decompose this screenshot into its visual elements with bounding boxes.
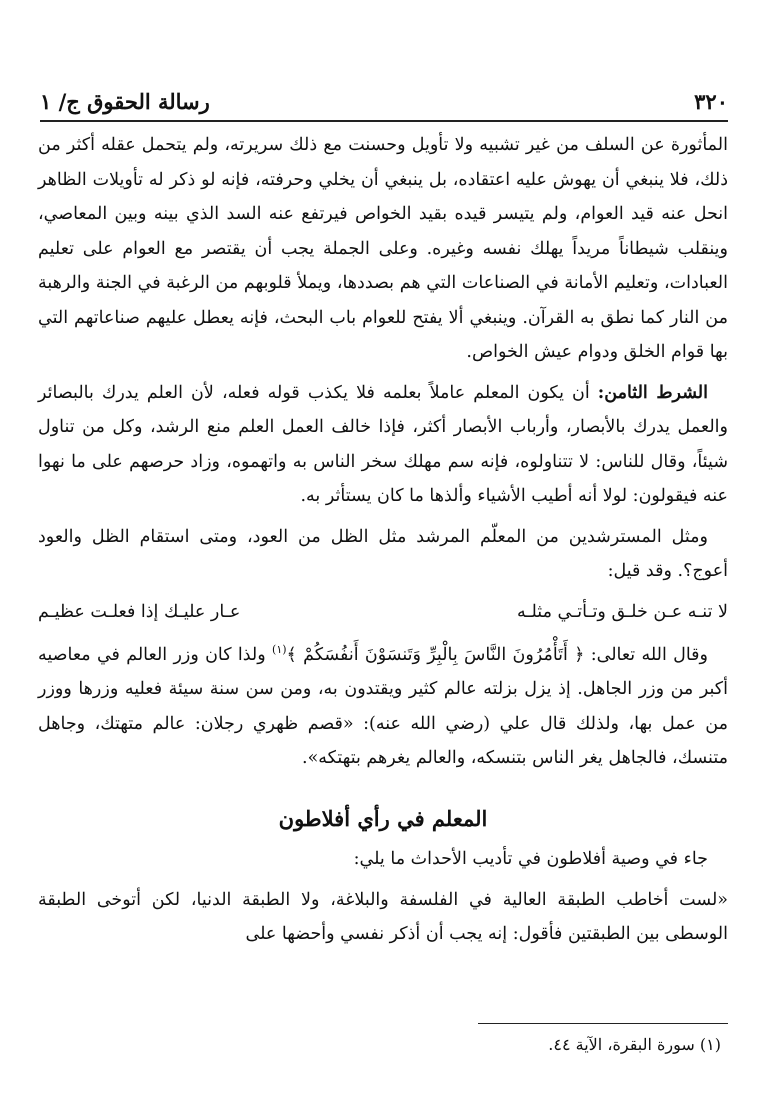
page-body bbox=[38, 128, 728, 958]
page-number: ٣٢٠ bbox=[694, 89, 728, 114]
condition-eight-text: أن يكون المعلم عاملاً بعلمه فلا يكذب قوله فعله، لأن العلم يدرك بالبصائر والعمل يدرك بالأبصار، وأرباب الأبصار أكثر، فإذا خالف العمل العلم منع الرشد، وكل من تناول شيئاً، وقال للناس: لا تتناولوه، فإنه سم مهلك سخر الناس به واتهموه، وزاد حرصهم على ما نهوا عنه فيقولون: لولا أنه أطيب الأشياء وألذها ما كان يستأثر به. bbox=[38, 382, 728, 506]
paragraph-6: «لست أخاطب الطبقة العالية في الفلسفة والبلاغة، ولا الطبقة الدنيا، لكن أتوخى الطبقة الوسطى بين الطبقتين فأقول: إنه يجب أن أذكر نفسي وأحضها على bbox=[38, 889, 728, 945]
paragraph-4-text: ولذا كان وزر العالم في معاصيه أكبر من وزر الجاهل. إذ يزل بزلته عالم كثير ويقتدون به، ومن سن سنة سيئة فعليه وزرها ووزر من عمل بها، ولذلك قال علي (رضي الله عنه): «قصم ظهري رجلان: عالم متهتك، وجاهل متنسك، فالجاهل يغر الناس بتنسكه، والعالم يغرهم بتهتكه». bbox=[38, 644, 728, 769]
footnote-divider bbox=[478, 1023, 728, 1024]
section-title: المعلم في رأي أفلاطون bbox=[278, 805, 488, 831]
paragraph-5: جاء في وصية أفلاطون في تأديب الأحداث ما يلي: bbox=[353, 849, 708, 870]
footnote-ref: (١) bbox=[272, 643, 287, 656]
paragraph-1: المأثورة عن السلف من غير تشبيه ولا تأويل وحسنت مع ذلك سريرته، ولم يتحمل عقله أكثر من ذلك، فلا ينبغي أن يهوش عليه اعتقاده، بل ينبغي أن يخلي وحرفته، فإنه لو ذكر له تأويلات الظاهر انحل عنه قيد العوام، ولم يتيسر قيده بقيد الخواص فيرتفع عنه السد الذي بينه وبين المعاصي، وينقلب شيطاناً مريداً يهلك نفسه وغيره. وعلى الجملة يجب أن يقتصر مع العوام على تعليم العبادات، وتعليم الأمانة في الصناعات التي هم بصددها، ويملأ قلوبهم من الرغبة في الجنة والرهبة من النار كما نطق به القرآن. وينبغي ألا يفتح للعوام باب البحث، فإنه يعطل عليهم صناعاتهم التي بها قوام الخلق ودوام عيش الخواص. bbox=[38, 135, 728, 362]
page-header bbox=[40, 74, 728, 122]
paragraph-3: ومثل المسترشدين من المعلّم المرشد مثل الظل من العود، ومتى استقام الظل والعود أعوج؟. وقد قيل: bbox=[38, 526, 728, 581]
condition-eight-label: الشرط الثامن: bbox=[597, 382, 708, 403]
poetry-verse bbox=[38, 595, 728, 630]
paragraph-4 bbox=[38, 633, 728, 776]
running-title: رسالة الحقوق ج/ ١ bbox=[40, 89, 210, 114]
footnote: (١) سورة البقرة، الآية ٤٤. bbox=[548, 1035, 721, 1054]
verse-first-hemistich: لا تنـه عـن خلـق وتـأتـي مثلـه bbox=[517, 601, 728, 622]
verse-second-hemistich: عـار عليـك إذا فعلـت عظيـم bbox=[38, 601, 241, 622]
quran-quote: وقال الله تعالى: ﴿ أَتَأْمُرُونَ النَّاسَ بِالْبِرِّ وَتَنسَوْنَ أَنفُسَكُمْ ﴾ bbox=[286, 644, 708, 665]
paragraph-condition-eight bbox=[38, 376, 728, 514]
